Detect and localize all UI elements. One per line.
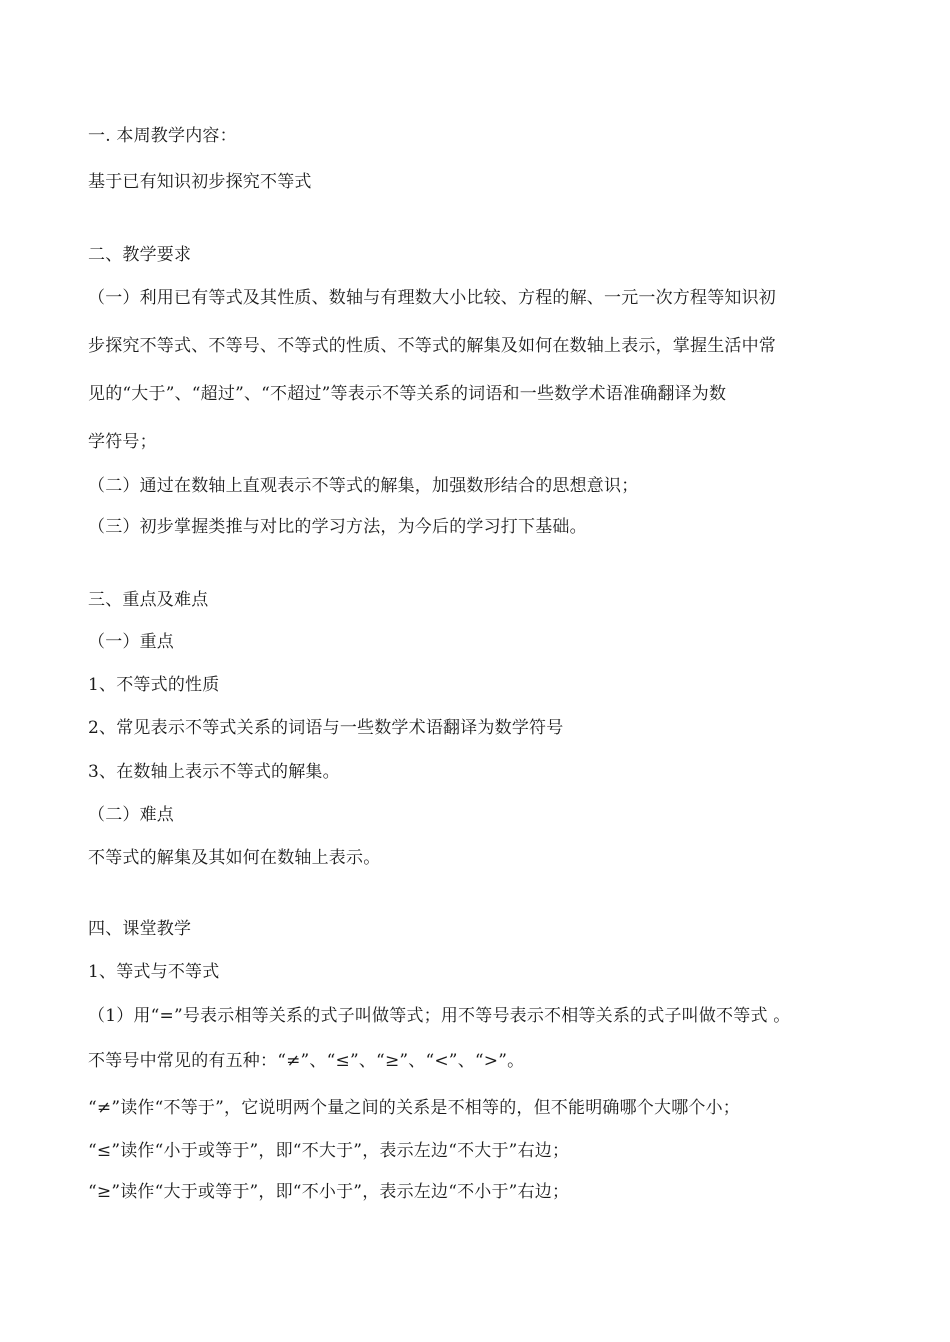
paragraph: “≠”读作“不等于”，它说明两个量之间的关系是不相等的，但不能明确哪个大哪个小；: [88, 1098, 741, 1118]
paragraph: （1）用“=”号表示相等关系的式子叫做等式；用不等号表示不相等关系的式子叫做不等式 。: [88, 1006, 791, 1026]
paragraph: “≥”读作“大于或等于”，即“不小于”，表示左边“不小于”右边；: [88, 1182, 570, 1202]
paragraph: 步探究不等式、不等号、不等式的性质、不等式的解集及如何在数轴上表示，掌握生活中常: [88, 336, 776, 356]
paragraph: 学符号；: [88, 432, 157, 452]
paragraph: （三）初步掌握类推与对比的学习方法，为今后的学习打下基础。: [88, 517, 587, 537]
section-heading: 二、教学要求: [88, 245, 192, 265]
section-heading: 一. 本周教学内容：: [88, 126, 237, 146]
section-heading: 三、重点及难点: [88, 590, 209, 610]
subheading: 1、等式与不等式: [88, 962, 220, 982]
list-item: 1、不等式的性质: [88, 675, 220, 695]
subheading: （二）难点: [88, 805, 174, 825]
section-heading: 四、课堂教学: [88, 919, 192, 939]
list-item: 3、在数轴上表示不等式的解集。: [88, 762, 340, 782]
list-item: 2、常见表示不等式关系的词语与一些数学术语翻译为数学符号: [88, 718, 564, 738]
subheading: （一）重点: [88, 632, 174, 652]
paragraph: 见的“大于”、“超过”、“不超过”等表示不等关系的词语和一些数学术语准确翻译为数: [88, 384, 727, 404]
paragraph: “≤”读作“小于或等于”，即“不大于”，表示左边“不大于”右边；: [88, 1141, 570, 1161]
paragraph: （二）通过在数轴上直观表示不等式的解集，加强数形结合的思想意识；: [88, 476, 639, 496]
paragraph: 基于已有知识初步探究不等式: [88, 172, 312, 192]
paragraph: 不等式的解集及其如何在数轴上表示。: [88, 848, 381, 868]
paragraph: 不等号中常见的有五种：“≠”、“≤”、“≥”、“<”、“>”。: [88, 1051, 525, 1071]
paragraph: （一）利用已有等式及其性质、数轴与有理数大小比较、方程的解、一元一次方程等知识初: [88, 288, 776, 308]
